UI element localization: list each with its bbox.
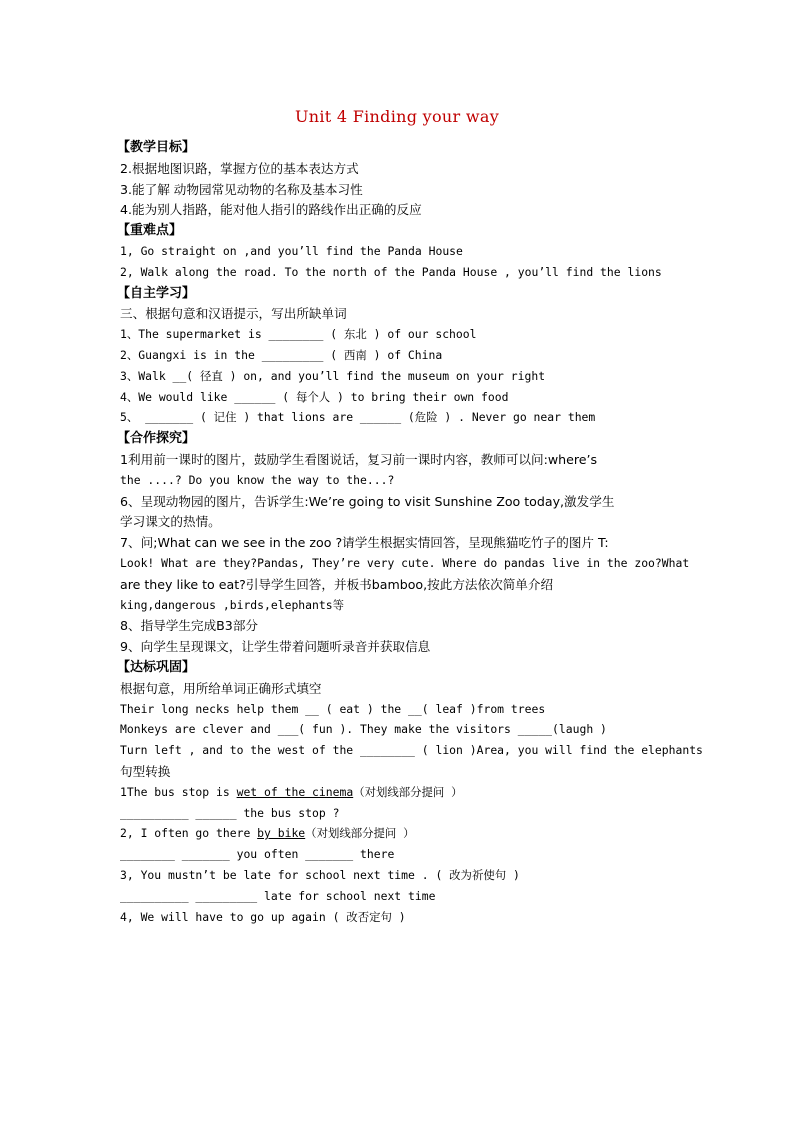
text-line: 三、根据句意和汉语提示，写出所缺单词 [120, 306, 347, 322]
text-line: 4.能为别人指路，能对他人指引的路线作出正确的反应 [120, 202, 422, 218]
text-line: __________ _________ late for school next time [120, 888, 436, 903]
section-heading: 【自主学习】 [117, 285, 196, 301]
text-line: 3, You mustn’t be late for school next time . ( 改为祈使句 ) [120, 868, 520, 882]
text-line: king,dangerous ,birds,elephants等 [120, 597, 344, 612]
text-line: 5、 _______ ( 记住 ) that lions are ______ (危险 ) . Never go near them [120, 410, 596, 425]
text-line: 4, We will have to go up again ( 改否定句 ) [120, 909, 406, 924]
section-heading: 【重难点】 [117, 223, 183, 239]
text-line: 1The bus stop is wet of the cinema（对划线部分提问 ） [120, 784, 463, 799]
text-line: __________ ______ the bus stop ? [120, 805, 340, 820]
text-line: 2.根据地图识路，掌握方位的基本表达方式 [120, 160, 359, 176]
text-line: Monkeys are clever and ___( fun ). They make the visitors _____(laugh ) [120, 722, 607, 737]
text-line: Look! What are they?Pandas, They’re very cute. Where do pandas live in the zoo?What [120, 556, 690, 570]
text-line: 6、呈现动物园的图片，告诉学生:We’re going to visit Sunshine Zoo today,激发学生 [120, 493, 615, 509]
section-heading: 【达标巩固】 [117, 660, 196, 675]
text-line: the ....? Do you know the way to the...? [120, 472, 395, 487]
text-line: ________ _______ you often _______ there [120, 847, 395, 862]
text-line: 1、The supermarket is ________ ( 东北 ) of our school [120, 327, 477, 342]
underlined-phrase: by bike [257, 826, 306, 841]
text-line: 2, Walk along the road. To the north of the Panda House , you’ll find the lions [120, 264, 662, 279]
underlined-phrase: wet of the cinema [236, 784, 354, 799]
text-line: 学习课文的热情。 [120, 514, 221, 530]
text-line: 7、问;What can we see in the zoo ?请学生根据实情回答，呈现熊猫吃竹子的图片 T: [120, 535, 609, 551]
text-line: 3.能了解 动物园常见动物的名称及基本习性 [120, 181, 363, 197]
section-heading: 【教学目标】 [117, 140, 196, 155]
text-line: 1利用前一课时的图片，鼓励学生看图说话，复习前一课时内容，教师可以问:where’s [120, 452, 598, 467]
text-line: 9、向学生呈现课文，让学生带着问题听录音并获取信息 [120, 639, 431, 655]
text-line: are they like to eat?引导学生回答，并板书bamboo,按此方法依次简单介绍 [120, 576, 554, 592]
text-line: 1, Go straight on ,and you’ll find the Panda House [120, 244, 463, 258]
text-line: 2、Guangxi is in the _________ ( 西南 ) of China [120, 348, 443, 362]
text-line: 8、指导学生完成B3部分 [120, 618, 259, 634]
text-line: 句型转换 [120, 764, 171, 779]
text-line: 4、We would like ______ ( 每个人 ) to bring their own food [120, 389, 509, 404]
page-title: Unit 4 Finding your way [294, 107, 500, 126]
text-line: Their long necks help them __ ( eat ) the __( leaf )from trees [120, 701, 546, 716]
text-line: Turn left , and to the west of the ________ ( lion )Area, you will find the elephants [120, 743, 703, 758]
text-line: 2, I often go there by bike（对划线部分提问 ） [120, 826, 415, 841]
text-line: 3、Walk __( 径直 ) on, and you’ll find the museum on your right [120, 368, 546, 383]
text-line: 根据句意，用所给单词正确形式填空 [120, 680, 322, 696]
section-heading: 【合作探究】 [117, 431, 196, 447]
